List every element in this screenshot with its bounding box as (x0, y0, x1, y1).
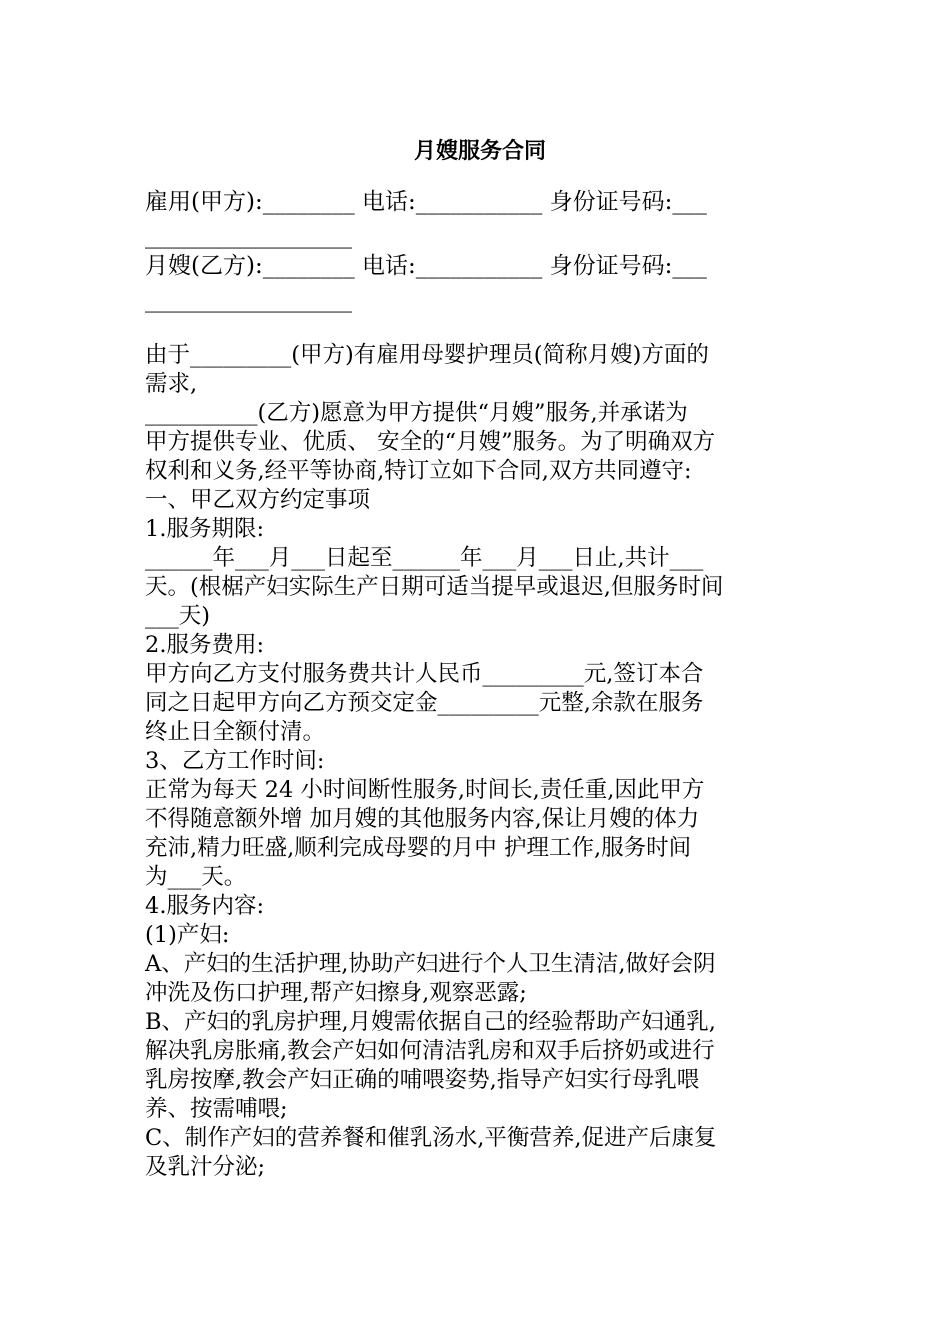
paragraph-line: 解决乳房胀痛,教会产妇如何清洁乳房和双手后挤奶或进行 (145, 1038, 715, 1064)
section-heading: 一、甲乙双方约定事项 (145, 487, 371, 513)
employer-id-continuation: __________________ (145, 223, 352, 249)
nanny-info-line: 月嫂(乙方):________ 电话:___________ 身份证号码:___ (145, 253, 707, 279)
paragraph-line: 终止日全额付清。 (145, 719, 326, 745)
paragraph-line: 由于_________(甲方)有雇用母婴护理员(简称月嫂)方面的 (145, 342, 709, 368)
paragraph-line: C、制作产妇的营养餐和催乳汤水,平衡营养,促进产后康复 (145, 1125, 717, 1151)
nanny-id-continuation: __________________ (145, 287, 352, 313)
paragraph-line: 为___天。 (145, 864, 247, 890)
paragraph-line: 同之日起甲方向乙方预交定金_________元整,余款在服务 (145, 690, 704, 716)
subclause-heading: (1)产妇: (145, 922, 230, 948)
paragraph-line: A、产妇的生活护理,协助产妇进行个人卫生清洁,做好会阴 (145, 951, 716, 977)
paragraph-line: 甲方向乙方支付服务费共计人民币_________元,签订本合 (145, 661, 704, 687)
paragraph-line: 及乳汁分泌; (145, 1154, 266, 1180)
employer-info-line: 雇用(甲方):________ 电话:___________ 身份证号码:___ (145, 189, 707, 215)
paragraph-line: 养、按需哺喂; (145, 1096, 288, 1122)
paragraph-line: 冲洗及伤口护理,帮产妇擦身,观察恶露; (145, 980, 527, 1006)
paragraph-line: ______年___月___日起至______年___月___日止,共计___ (145, 545, 704, 571)
paragraph-line: 权利和义务,经平等协商,特订立如下合同,双方共同遵守: (145, 458, 692, 484)
paragraph-line: ___天) (145, 603, 211, 629)
paragraph-line: 需求, (145, 371, 198, 397)
paragraph-line: B、产妇的乳房护理,月嫂需依据自己的经验帮助产妇通乳, (145, 1009, 716, 1035)
paragraph-line: 不得随意额外增 加月嫂的其他服务内容,保让月嫂的体力 (145, 806, 700, 832)
paragraph-line: 甲方提供专业、优质、 安全的“月嫂”服务。为了明确双方 (145, 429, 716, 455)
paragraph-line: 天。(根椐产妇实际生产日期可适当提早或退迟,但服务时间 (145, 574, 724, 600)
paragraph-line: 正常为每天 24 小时间断性服务,时间长,责任重,因此甲方 (145, 777, 705, 803)
document-title: 月嫂服务合同 (413, 138, 546, 164)
clause-heading: 2.服务费用: (145, 632, 265, 658)
clause-heading: 4.服务内容: (145, 893, 265, 919)
paragraph-line: 充沛,精力旺盛,顺利完成母婴的月中 护理工作,服务时间 (145, 835, 692, 861)
paragraph-line: 乳房按摩,教会产妇正确的哺喂姿势,指导产妇实行母乳喂 (145, 1067, 700, 1093)
paragraph-line: __________(乙方)愿意为甲方提供“月嫂”服务,并承诺为 (145, 400, 688, 426)
clause-heading: 3、乙方工作时间: (145, 748, 325, 774)
clause-heading: 1.服务期限: (145, 516, 265, 542)
